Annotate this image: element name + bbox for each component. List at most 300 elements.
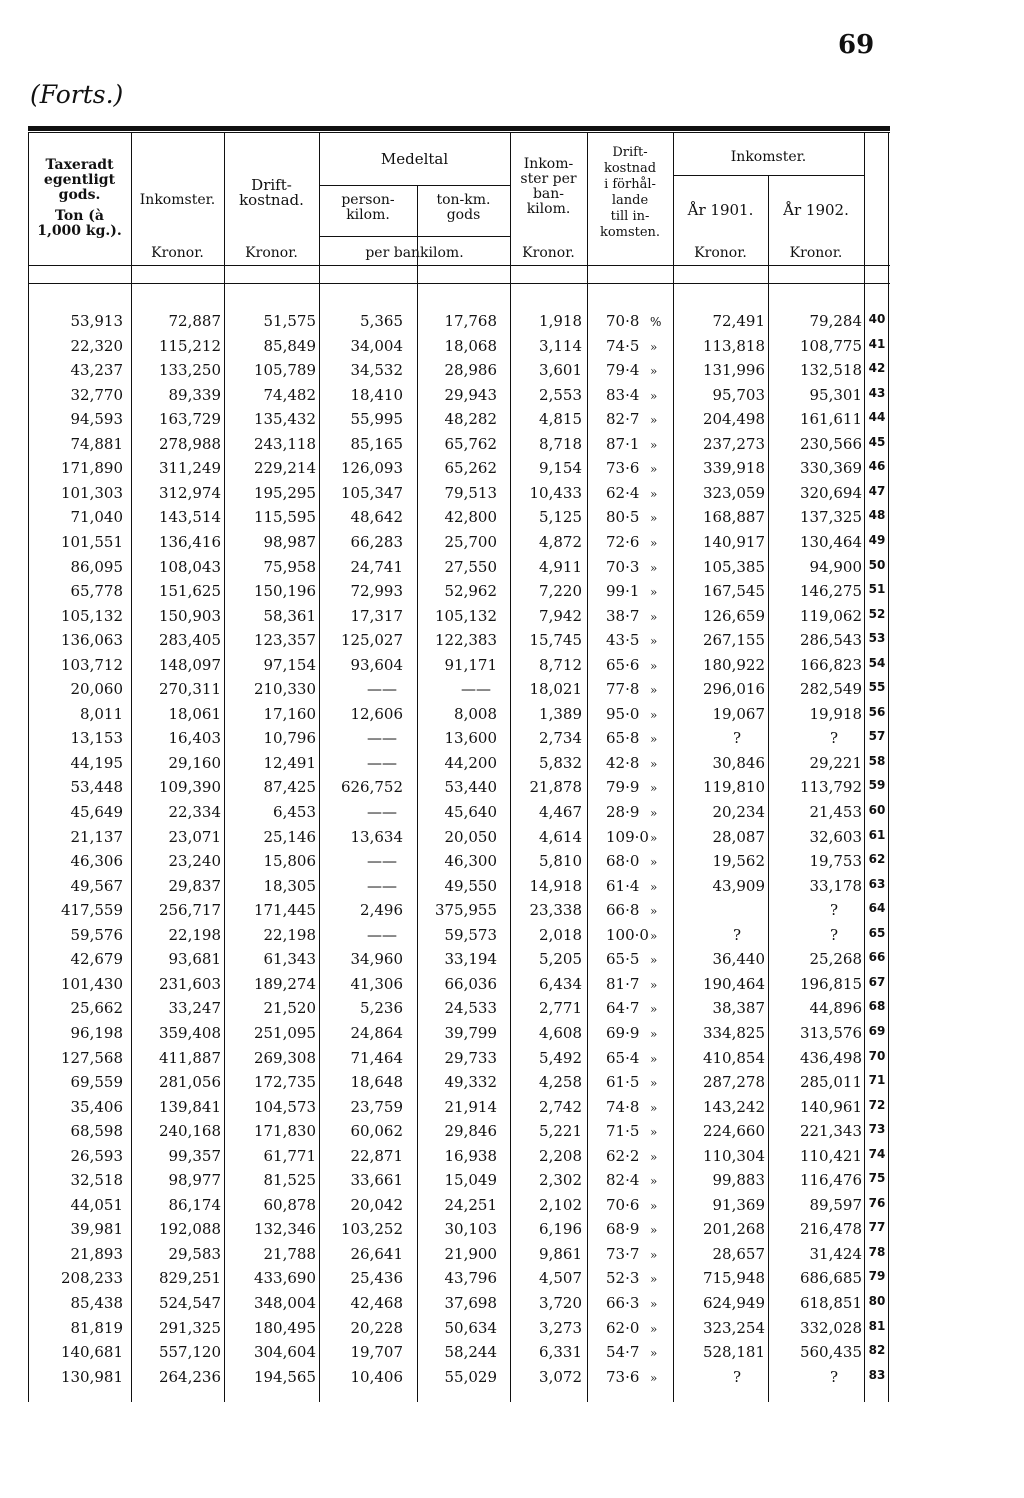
cell-goods: 25,662 — [70, 999, 123, 1018]
cell-cost: 104,573 — [253, 1097, 316, 1116]
table-row — [0, 656, 1024, 678]
table-row — [0, 680, 1024, 702]
cell-y1902: ? — [829, 729, 838, 748]
cell-cost: 18,305 — [263, 876, 316, 895]
cell-cost: 98,987 — [263, 532, 316, 551]
cell-y1902: 230,566 — [799, 434, 862, 453]
cell-goods: 20,060 — [70, 680, 123, 699]
cell-ton: 17,768 — [444, 312, 497, 330]
table-row — [0, 778, 1024, 800]
cell-ib: 5,810 — [539, 852, 582, 871]
header-inkomster: Inkomster. — [730, 149, 807, 165]
cell-ton: 30,103 — [444, 1220, 497, 1239]
cell-ib: 21,878 — [529, 778, 582, 797]
cell-cost: 123,357 — [253, 631, 316, 650]
cell-y1902: 132,518 — [799, 361, 862, 380]
header-cost: Drift- kostnad. — [239, 176, 304, 209]
cell-pers: 2,496 — [360, 901, 403, 920]
cell-ton: 43,796 — [444, 1269, 497, 1288]
row-number: 53 — [868, 631, 886, 646]
cell-cost: 21,788 — [263, 1244, 316, 1263]
cell-income: 133,250 — [158, 361, 221, 380]
cell-ratio: 38·7 — [606, 606, 640, 625]
cell-income: 99,357 — [168, 1146, 221, 1165]
cell-cost: 171,445 — [253, 901, 316, 920]
cell-cost: 22,198 — [263, 925, 316, 944]
cell-ton: 42,800 — [444, 508, 497, 527]
cell-y1902: 110,421 — [799, 1146, 862, 1165]
cell-pers: 626,752 — [340, 778, 403, 797]
cell-y1901: 224,660 — [702, 1122, 765, 1141]
cell-ratio-mark: » — [650, 879, 658, 894]
cell-ratio-group — [606, 1147, 664, 1165]
cell-pers: 66,283 — [350, 532, 403, 551]
cell-y1902: 196,815 — [799, 974, 862, 993]
cell-income: 359,408 — [158, 1023, 221, 1042]
cell-pers: 26,641 — [350, 1244, 403, 1263]
cell-y1901: 410,854 — [702, 1048, 765, 1067]
table-row — [0, 926, 1024, 948]
cell-pers: 24,741 — [350, 557, 403, 576]
cell-ib: 7,220 — [539, 582, 582, 601]
cell-ib: 3,114 — [539, 336, 582, 355]
cell-income: 231,603 — [158, 974, 221, 993]
table-row — [0, 1220, 1024, 1242]
cell-ratio-mark: » — [650, 1125, 658, 1140]
cell-ratio-mark: » — [650, 1002, 658, 1017]
header-year-1902-unit: Kronor. — [789, 245, 843, 261]
cell-cost: 115,595 — [253, 508, 316, 527]
cell-ton: 29,943 — [444, 385, 497, 404]
cell-ratio-mark: » — [650, 535, 658, 550]
cell-ib: 9,154 — [539, 459, 582, 478]
cell-y1901: 715,948 — [702, 1269, 765, 1288]
cell-ratio-group — [606, 337, 664, 355]
cell-cost: 6,453 — [273, 803, 316, 821]
cell-ratio-mark: » — [650, 364, 658, 379]
cell-income: 163,729 — [158, 410, 221, 429]
cell-income: 29,837 — [168, 876, 221, 895]
cell-pers: 48,642 — [350, 508, 403, 527]
cell-income: 312,974 — [158, 483, 221, 502]
cell-ratio: 79·9 — [606, 778, 640, 797]
cell-ratio: 68·0 — [606, 852, 640, 871]
table-row — [0, 1049, 1024, 1071]
cell-ratio: 61·4 — [606, 876, 640, 895]
row-number: 79 — [868, 1269, 886, 1284]
cell-goods: 22,320 — [70, 336, 123, 355]
cell-ratio-group — [606, 1122, 664, 1140]
cell-cost: 243,118 — [253, 434, 316, 453]
cell-y1901: 287,278 — [702, 1073, 765, 1092]
cell-ratio-group — [606, 1098, 664, 1116]
cell-y1902: 79,284 — [809, 312, 862, 330]
cell-y1901: 528,181 — [702, 1343, 765, 1362]
cell-ib: 2,734 — [539, 729, 582, 748]
cell-y1902: 286,543 — [799, 631, 862, 650]
cell-ton: 122,383 — [434, 631, 497, 650]
cell-ib: 6,331 — [539, 1343, 582, 1362]
cell-ratio: 80·5 — [606, 508, 640, 527]
row-number: 41 — [868, 336, 886, 351]
cell-ib: 1,918 — [539, 312, 582, 330]
cell-income: 256,717 — [158, 901, 221, 920]
cell-ratio-mark: » — [650, 388, 658, 403]
cell-goods: 44,051 — [70, 1195, 123, 1214]
table-row — [0, 361, 1024, 383]
cell-ratio-group — [606, 778, 664, 796]
cell-ton: 27,550 — [444, 557, 497, 576]
cell-income: 151,625 — [158, 582, 221, 601]
cell-ton: 8,008 — [454, 704, 497, 723]
cell-ib: 1,389 — [539, 704, 582, 723]
cell-goods: 26,593 — [70, 1146, 123, 1165]
cell-y1901: 267,155 — [702, 631, 765, 650]
cell-goods: 21,137 — [70, 827, 123, 846]
cell-y1901: 201,268 — [702, 1220, 765, 1239]
cell-ratio-group — [606, 1049, 664, 1067]
cell-ib: 5,832 — [539, 753, 582, 772]
cell-y1901: 91,369 — [712, 1195, 765, 1214]
cell-y1902: 146,275 — [799, 582, 862, 601]
row-number: 50 — [868, 557, 886, 572]
cell-y1901: 28,087 — [712, 827, 765, 846]
cell-ratio-group — [606, 410, 664, 428]
header-cost-ratio: Drift- kostnad i förhål- lande till in- komsten. — [599, 145, 661, 240]
table-row — [0, 1368, 1024, 1390]
table-row — [0, 1245, 1024, 1267]
row-number: 62 — [868, 852, 886, 867]
cell-ratio-mark: » — [650, 1174, 658, 1189]
cell-pers: 5,365 — [360, 312, 403, 330]
cell-y1902: 44,896 — [809, 999, 862, 1018]
cell-y1902: 89,597 — [809, 1195, 862, 1214]
row-number: 61 — [868, 827, 886, 842]
cell-ton: 65,262 — [444, 459, 497, 478]
row-number: 48 — [868, 508, 886, 523]
cell-ratio-group — [606, 435, 664, 453]
cell-ratio: 72·6 — [606, 532, 640, 551]
cell-ratio-group — [606, 459, 664, 477]
cell-cost: 105,789 — [253, 361, 316, 380]
table-row — [0, 1147, 1024, 1169]
cell-ratio-mark: » — [650, 1223, 658, 1238]
table-row — [0, 1073, 1024, 1095]
cell-cost: 171,830 — [253, 1122, 316, 1141]
cell-pers: 71,464 — [350, 1048, 403, 1067]
cell-ratio: 70·8 — [606, 312, 640, 330]
cell-goods: 105,132 — [60, 606, 123, 625]
cell-ratio-mark: » — [650, 585, 658, 600]
cell-ib: 10,433 — [529, 483, 582, 502]
cell-ratio: 71·5 — [606, 1122, 640, 1141]
cell-ton: 50,634 — [444, 1318, 497, 1337]
cell-pers: —— — [367, 680, 397, 699]
cell-income: 98,977 — [168, 1171, 221, 1190]
row-number: 81 — [868, 1318, 886, 1333]
cell-cost: 229,214 — [253, 459, 316, 478]
cell-ton: 29,733 — [444, 1048, 497, 1067]
cell-goods: 53,913 — [70, 312, 123, 330]
cell-y1902: 330,369 — [799, 459, 862, 478]
cell-pers: 12,606 — [350, 704, 403, 723]
cell-income: 270,311 — [158, 680, 221, 699]
table-row — [0, 337, 1024, 359]
cell-ratio-group — [606, 607, 664, 625]
row-number: 54 — [868, 655, 886, 670]
header-year-1901: År 1901. — [687, 201, 754, 219]
cell-ratio: 68·9 — [606, 1220, 640, 1239]
cell-income: 281,056 — [158, 1073, 221, 1092]
cell-ratio-mark: » — [650, 683, 658, 698]
cell-ratio: 100·0 — [606, 925, 649, 944]
cell-ib: 3,072 — [539, 1367, 582, 1386]
cell-income: 411,887 — [158, 1048, 221, 1067]
cell-ratio: 70·3 — [606, 557, 640, 576]
cell-ib: 6,196 — [539, 1220, 582, 1239]
cell-y1901: ? — [732, 1367, 741, 1386]
cell-ratio-mark: » — [650, 560, 658, 575]
cell-pers: 41,306 — [350, 974, 403, 993]
cell-income: 240,168 — [158, 1122, 221, 1141]
cell-income: 72,887 — [168, 312, 221, 330]
cell-cost: 348,004 — [253, 1294, 316, 1312]
cell-y1902: 140,961 — [799, 1097, 862, 1116]
cell-y1901: 323,254 — [702, 1318, 765, 1337]
cell-ton: 45,640 — [444, 803, 497, 821]
cell-ratio: 73·7 — [606, 1244, 640, 1263]
row-number: 58 — [868, 753, 886, 768]
cell-cost: 75,958 — [263, 557, 316, 576]
cell-y1902: 116,476 — [799, 1171, 862, 1190]
cell-ratio-mark: » — [650, 928, 658, 943]
cell-y1901: 190,464 — [702, 974, 765, 993]
cell-ib: 3,601 — [539, 361, 582, 380]
cell-y1902: 31,424 — [809, 1244, 862, 1263]
cell-ratio-group — [606, 1343, 664, 1361]
cell-y1901: 140,917 — [702, 532, 765, 551]
cell-ratio-mark: » — [650, 1100, 658, 1115]
cell-cost: 135,432 — [253, 410, 316, 429]
cell-ratio: 70·6 — [606, 1195, 640, 1214]
header-year-1902: År 1902. — [783, 201, 849, 219]
cell-y1901: 99,883 — [712, 1171, 765, 1190]
row-number: 75 — [868, 1171, 886, 1186]
row-number: 66 — [868, 950, 886, 965]
cell-goods: 171,890 — [60, 459, 123, 478]
cell-y1901: 95,703 — [712, 385, 765, 404]
cell-y1902: 618,851 — [799, 1294, 862, 1312]
cell-y1901: 180,922 — [702, 655, 765, 674]
cell-pers: 13,634 — [350, 827, 403, 846]
per-bankilom-rule — [319, 236, 510, 237]
cell-pers: 33,661 — [350, 1171, 403, 1190]
cell-y1901: 296,016 — [702, 680, 765, 699]
header-cost-unit: Kronor. — [245, 245, 298, 261]
cell-ton: 52,962 — [444, 582, 497, 601]
cell-y1902: 216,478 — [799, 1220, 862, 1239]
cell-cost: 150,196 — [253, 582, 316, 601]
cell-ratio: 43·5 — [606, 631, 640, 650]
cell-goods: 35,406 — [70, 1097, 123, 1116]
cell-ratio: 62·0 — [606, 1318, 640, 1337]
page-number: 69 — [838, 30, 875, 60]
cell-y1901: 38,387 — [712, 999, 765, 1018]
cell-goods: 45,649 — [70, 803, 123, 821]
inkomster-rule — [673, 175, 864, 176]
header-income-per-km-unit: Kronor. — [522, 245, 575, 261]
header-person-km: person- kilom. — [341, 192, 395, 223]
cell-cost: 81,525 — [263, 1171, 316, 1190]
cell-goods: 101,303 — [60, 483, 123, 502]
cell-ratio-mark: » — [650, 1198, 658, 1213]
cell-cost: 433,690 — [253, 1269, 316, 1288]
cell-pers: 60,062 — [350, 1122, 403, 1141]
cell-ratio-group — [606, 1368, 664, 1386]
cell-pers: —— — [367, 852, 397, 871]
cell-pers: 25,436 — [350, 1269, 403, 1288]
cell-goods: 59,576 — [70, 925, 123, 944]
row-number: 42 — [868, 361, 886, 376]
cell-goods: 101,430 — [60, 974, 123, 993]
cell-ton: 33,194 — [444, 950, 497, 969]
cell-goods: 140,681 — [60, 1343, 123, 1362]
cell-goods: 74,881 — [70, 434, 123, 453]
table-row — [0, 1343, 1024, 1365]
cell-goods: 8,011 — [80, 704, 123, 723]
cell-y1901: 19,562 — [712, 852, 765, 871]
cell-ib: 3,273 — [539, 1318, 582, 1337]
cell-income: 264,236 — [158, 1367, 221, 1386]
row-number: 80 — [868, 1294, 886, 1308]
table-row — [0, 901, 1024, 923]
table-row — [0, 386, 1024, 408]
cell-goods: 21,893 — [70, 1244, 123, 1263]
cell-cost: 172,735 — [253, 1073, 316, 1092]
cell-ratio-mark: » — [650, 658, 658, 673]
cell-ratio: 81·7 — [606, 974, 640, 993]
cell-ratio-group — [606, 1024, 664, 1042]
cell-y1902: 137,325 — [799, 508, 862, 527]
cell-goods: 39,981 — [70, 1220, 123, 1239]
cell-goods: 42,679 — [70, 950, 123, 969]
cell-y1901: 204,498 — [702, 410, 765, 429]
cell-goods: 69,559 — [70, 1073, 123, 1092]
cell-ratio: 79·4 — [606, 361, 640, 380]
cell-ratio-mark: » — [650, 756, 658, 771]
cell-ratio-group — [606, 729, 664, 747]
cell-y1901: 334,825 — [702, 1023, 765, 1042]
cell-pers: 19,707 — [350, 1343, 403, 1362]
table-top-rule — [28, 126, 890, 131]
cell-ratio-group — [606, 975, 664, 993]
table-row — [0, 828, 1024, 850]
cell-ratio: 87·1 — [606, 434, 640, 453]
row-number: 76 — [868, 1195, 886, 1210]
cell-cost: 21,520 — [263, 999, 316, 1018]
cell-y1902: 119,062 — [799, 606, 862, 625]
cell-ib: 4,258 — [539, 1073, 582, 1092]
cell-ratio: 77·8 — [606, 680, 640, 699]
header-income-per-km: Inkom- ster per ban- kilom. — [520, 156, 577, 217]
cell-cost: 304,604 — [253, 1343, 316, 1362]
cell-ib: 2,302 — [539, 1171, 582, 1190]
cell-pers: 126,093 — [340, 459, 403, 478]
row-number: 82 — [868, 1343, 886, 1358]
cell-ratio: 66·3 — [606, 1294, 640, 1312]
cell-ton: 18,068 — [444, 336, 497, 355]
cell-ratio-group — [606, 999, 664, 1017]
cell-ib: 8,718 — [539, 434, 582, 453]
cell-ratio: 82·7 — [606, 410, 640, 429]
row-number: 49 — [868, 532, 886, 547]
cell-ratio-mark: » — [650, 1247, 658, 1262]
table-row — [0, 484, 1024, 506]
cell-income: 108,043 — [158, 557, 221, 576]
cell-income: 109,390 — [158, 778, 221, 797]
cell-ton: 44,200 — [444, 753, 497, 772]
table-row — [0, 803, 1024, 825]
row-number: 60 — [868, 803, 886, 817]
cell-ratio-mark: » — [650, 806, 658, 820]
cell-ratio: 52·3 — [606, 1269, 640, 1288]
cell-ratio-mark: » — [650, 707, 658, 722]
cell-ton: 15,049 — [444, 1171, 497, 1190]
cell-cost: 25,146 — [263, 827, 316, 846]
cell-ratio-group — [606, 656, 664, 674]
cell-pers: 34,960 — [350, 950, 403, 969]
cell-ratio-mark: » — [650, 830, 658, 845]
cell-ratio: 74·5 — [606, 336, 640, 355]
cell-ratio-mark: » — [650, 781, 658, 796]
cell-income: 86,174 — [168, 1195, 221, 1214]
continued-label: (Forts.) — [30, 80, 124, 109]
cell-ib: 5,205 — [539, 950, 582, 969]
cell-ratio-mark: » — [650, 1026, 658, 1041]
cell-y1902: 282,549 — [799, 680, 862, 699]
cell-ratio-mark: » — [650, 634, 658, 649]
cell-income: 136,416 — [158, 532, 221, 551]
cell-ratio-group — [606, 877, 664, 895]
header-income: Inkomster. — [139, 192, 216, 208]
cell-income: 143,514 — [158, 508, 221, 527]
cell-income: 115,212 — [158, 336, 221, 355]
cell-ratio-group — [606, 705, 664, 723]
cell-ratio-mark: » — [650, 1272, 658, 1287]
row-number: 72 — [868, 1097, 886, 1112]
table-row — [0, 877, 1024, 899]
table-row — [0, 1269, 1024, 1291]
cell-income: 16,403 — [168, 729, 221, 748]
cell-pers: 34,004 — [350, 336, 403, 355]
cell-ratio-group — [606, 852, 664, 870]
cell-ton: 59,573 — [444, 925, 497, 944]
cell-ratio-mark: » — [650, 1321, 658, 1336]
cell-income: 192,088 — [158, 1220, 221, 1239]
row-number: 70 — [868, 1048, 886, 1063]
cell-ton: 375,955 — [434, 901, 497, 920]
cell-cost: 85,849 — [263, 336, 316, 355]
cell-pers: 103,252 — [340, 1220, 403, 1239]
cell-y1901: 237,273 — [702, 434, 765, 453]
header-goods: Taxeradt egentligt gods. Ton (à 1,000 kg.). — [37, 157, 122, 239]
cell-goods: 101,551 — [60, 532, 123, 551]
cell-ratio-group — [606, 680, 664, 698]
row-number: 52 — [868, 606, 886, 621]
cell-ib: 3,720 — [539, 1294, 582, 1312]
cell-y1902: 332,028 — [799, 1318, 862, 1337]
cell-ton: 49,550 — [444, 876, 497, 895]
